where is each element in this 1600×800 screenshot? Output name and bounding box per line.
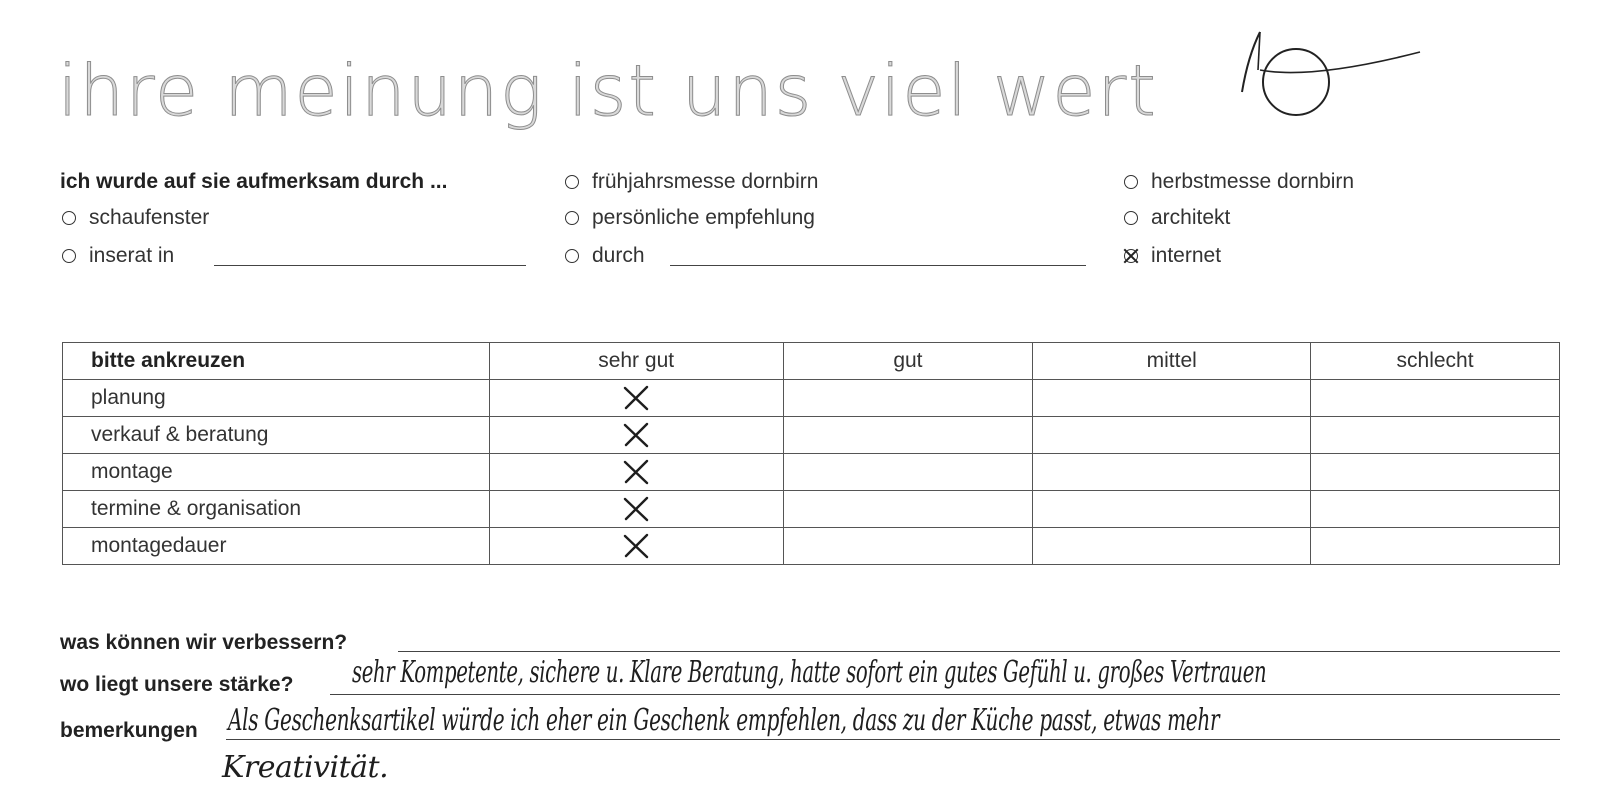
rating-cell[interactable]: [783, 454, 1033, 491]
rating-cell[interactable]: [783, 491, 1033, 528]
rating-row: [63, 528, 1560, 565]
cross-mark-icon: [623, 533, 649, 559]
column-header-sehr-gut: sehr gut: [489, 343, 783, 380]
option-herbstmesse[interactable]: herbstmesse dornbirn: [1124, 170, 1354, 194]
rating-cell[interactable]: [1311, 454, 1560, 491]
durch-fill-line[interactable]: [670, 265, 1086, 266]
form-headline: ihre meinung ist uns viel wert: [58, 50, 1158, 132]
option-fruehjahrsmesse[interactable]: frühjahrsmesse dornbirn: [565, 170, 818, 194]
rating-row: [63, 417, 1560, 454]
rating-cell[interactable]: [783, 417, 1033, 454]
option-empfehlung[interactable]: persönliche empfehlung: [565, 206, 815, 230]
rating-row-label: verkauf & beratung: [63, 417, 490, 454]
cross-mark-icon: [623, 496, 649, 522]
radio-circle-icon[interactable]: [1124, 211, 1138, 225]
rating-row-label: planung: [63, 380, 490, 417]
inserat-fill-line[interactable]: [214, 265, 526, 266]
remarks-answer-line2[interactable]: Kreativität.: [222, 750, 389, 785]
radio-circle-icon[interactable]: [62, 211, 76, 225]
radio-circle-icon[interactable]: [565, 211, 579, 225]
rating-header-label: bitte ankreuzen: [63, 343, 490, 380]
rating-row: [63, 380, 1560, 417]
radio-circle-icon[interactable]: [1124, 175, 1138, 189]
strength-answer-line[interactable]: [330, 694, 1560, 695]
radio-checked-icon[interactable]: [1124, 249, 1138, 263]
option-inserat[interactable]: inserat in: [62, 244, 174, 268]
rating-cell[interactable]: [783, 528, 1033, 565]
rating-row-label: montagedauer: [63, 528, 490, 565]
rating-header-row: [63, 343, 1560, 380]
cross-mark-icon: [623, 422, 649, 448]
rating-cell[interactable]: [1033, 417, 1311, 454]
radio-circle-icon[interactable]: [565, 249, 579, 263]
improve-label: was können wir verbessern?: [60, 631, 348, 654]
rating-cell[interactable]: [1311, 417, 1560, 454]
rating-row: [63, 454, 1560, 491]
company-logo: [1232, 26, 1422, 126]
rating-cell[interactable]: [1033, 454, 1311, 491]
rating-row-label: montage: [63, 454, 490, 491]
radio-circle-icon[interactable]: [565, 175, 579, 189]
remarks-answer-line[interactable]: [226, 739, 1560, 740]
rating-cell[interactable]: [1311, 528, 1560, 565]
strength-answer[interactable]: sehr Kompetente, sichere u. Klare Beratung, hatte sofort ein gutes Gefühl u. großes Vertrauen: [352, 655, 1267, 690]
rating-cell[interactable]: [1033, 380, 1311, 417]
rating-row: [63, 491, 1560, 528]
rating-cell[interactable]: [1311, 380, 1560, 417]
option-architekt[interactable]: architekt: [1124, 206, 1230, 230]
rating-cell[interactable]: [489, 380, 783, 417]
rating-table: [62, 342, 1560, 565]
rating-cell[interactable]: [489, 491, 783, 528]
column-header-gut: gut: [783, 343, 1033, 380]
rating-cell[interactable]: [489, 528, 783, 565]
rating-cell[interactable]: [1033, 491, 1311, 528]
source-question: ich wurde auf sie aufmerksam durch ...: [60, 170, 448, 193]
rating-cell[interactable]: [489, 454, 783, 491]
option-durch[interactable]: durch: [565, 244, 645, 268]
strength-label: wo liegt unsere stärke?: [60, 673, 294, 696]
rating-row-label: termine & organisation: [63, 491, 490, 528]
rating-cell[interactable]: [1033, 528, 1311, 565]
rating-cell[interactable]: [489, 417, 783, 454]
cross-mark-icon: [623, 385, 649, 411]
option-schaufenster[interactable]: schaufenster: [62, 206, 209, 230]
rating-cell[interactable]: [783, 380, 1033, 417]
improve-answer-line[interactable]: [398, 651, 1560, 652]
remarks-label: bemerkungen: [60, 719, 198, 742]
remarks-answer-line1[interactable]: Als Geschenksartikel würde ich eher ein Geschenk empfehlen, dass zu der Küche passt, etwas mehr: [228, 703, 1220, 738]
cross-mark-icon: [623, 459, 649, 485]
column-header-mittel: mittel: [1033, 343, 1311, 380]
option-internet[interactable]: internet: [1124, 244, 1221, 268]
column-header-schlecht: schlecht: [1311, 343, 1560, 380]
rating-cell[interactable]: [1311, 491, 1560, 528]
radio-circle-icon[interactable]: [62, 249, 76, 263]
